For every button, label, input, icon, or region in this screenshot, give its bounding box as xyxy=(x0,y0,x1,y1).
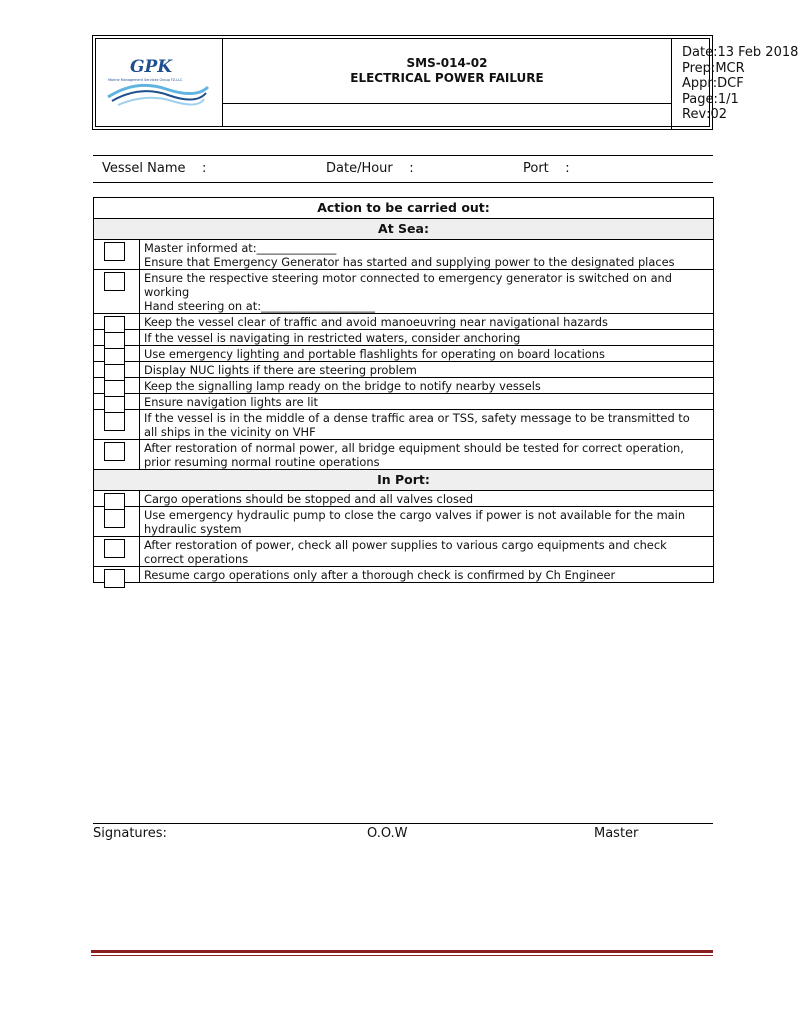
meta-prep: Prep : MCR xyxy=(682,60,745,76)
checkbox[interactable] xyxy=(104,242,125,261)
at-sea-heading: At Sea: xyxy=(94,219,714,240)
checklist-item xyxy=(94,270,714,314)
checklist-item-line: prior resuming normal routine operations xyxy=(144,455,380,469)
checkbox-cell xyxy=(94,507,140,537)
port-label: Port : xyxy=(523,161,570,176)
checklist-item-text xyxy=(140,440,714,470)
checkbox-cell xyxy=(94,567,140,583)
footer-rule-thick xyxy=(91,950,713,953)
blank-cell xyxy=(223,104,672,129)
checkbox[interactable] xyxy=(104,272,125,291)
checkbox-cell xyxy=(94,394,140,410)
checklist-item-text xyxy=(140,378,714,394)
at-sea-heading-row xyxy=(94,219,714,240)
checkbox-cell xyxy=(94,537,140,567)
checklist-item-line: Display NUC lights if there are steering problem xyxy=(144,363,417,377)
checkbox-cell xyxy=(94,362,140,378)
checklist-item xyxy=(94,378,714,394)
signature-rule xyxy=(93,823,713,824)
checkbox[interactable] xyxy=(104,412,125,431)
checklist-item-line: Master informed at:______________ xyxy=(144,241,337,255)
checklist-item-text xyxy=(140,537,714,567)
checkbox-cell xyxy=(94,240,140,270)
action-checklist xyxy=(93,197,714,583)
checklist-item-line: If the vessel is navigating in restricted waters, consider anchoring xyxy=(144,331,521,345)
checklist-item xyxy=(94,330,714,346)
checklist-item-line: Cargo operations should be stopped and all valves closed xyxy=(144,492,474,506)
checklist-item-text xyxy=(140,346,714,362)
doc-code: SMS-014-02 xyxy=(406,56,488,70)
checklist-item xyxy=(94,362,714,378)
logo-tagline: Marine Management Services Group FZ-LLC xyxy=(108,78,183,82)
checkbox[interactable] xyxy=(104,442,125,461)
checkbox[interactable] xyxy=(104,569,125,588)
company-logo xyxy=(106,55,210,115)
logo-brand: GPK xyxy=(130,57,173,77)
doc-title: ELECTRICAL POWER FAILURE xyxy=(350,71,544,85)
doc-meta xyxy=(672,39,798,126)
checklist-item-text xyxy=(140,330,714,346)
checklist-item-text xyxy=(140,567,714,583)
date-hour-label: Date/Hour : xyxy=(326,161,414,176)
oow-signature-label: O.O.W xyxy=(367,826,408,841)
checklist-item-line: Keep the vessel clear of traffic and avoid manoeuvring near navigational hazards xyxy=(144,315,608,329)
checklist-item xyxy=(94,567,714,583)
vessel-name-label: Vessel Name : xyxy=(102,161,207,176)
checkbox-cell xyxy=(94,346,140,362)
vessel-info-row xyxy=(93,155,713,183)
checklist-item xyxy=(94,394,714,410)
checklist-item-line: Use emergency hydraulic pump to close the cargo valves if power is not available for the main xyxy=(144,508,686,522)
checklist-item-line: Hand steering on at:____________________ xyxy=(144,299,375,313)
checkbox-cell xyxy=(94,314,140,330)
document-header xyxy=(92,35,798,130)
checklist-item-text xyxy=(140,491,714,507)
checklist-item-line: Resume cargo operations only after a thorough check is confirmed by Ch Engineer xyxy=(144,568,616,582)
master-signature-label: Master xyxy=(594,826,639,841)
checklist-item xyxy=(94,410,714,440)
footer-rule-thin xyxy=(91,955,713,956)
checklist-item-line: If the vessel is in the middle of a dense traffic area or TSS, safety message to be transmitted to xyxy=(144,411,690,425)
checklist-item-text xyxy=(140,362,714,378)
checkbox-cell xyxy=(94,330,140,346)
checklist-item xyxy=(94,537,714,567)
checklist-item-line: hydraulic system xyxy=(144,522,242,536)
checkbox-cell xyxy=(94,440,140,470)
checklist-item xyxy=(94,491,714,507)
meta-page: Page : 1/1 xyxy=(682,91,739,107)
checklist-item-line: After restoration of normal power, all bridge equipment should be tested for correct operation, xyxy=(144,441,684,455)
header-frame xyxy=(95,38,798,127)
logo-cell xyxy=(96,39,223,126)
checkbox-cell xyxy=(94,270,140,314)
checklist-item-text xyxy=(140,270,714,314)
checklist-item-line: working xyxy=(144,285,190,299)
checklist-item xyxy=(94,314,714,330)
checklist-item-text xyxy=(140,410,714,440)
checklist-item-line: all ships in the vicinity on VHF xyxy=(144,425,316,439)
checklist-item-text xyxy=(140,394,714,410)
in-port-heading-row xyxy=(94,470,714,491)
checkbox-cell xyxy=(94,491,140,507)
checklist-heading: Action to be carried out: xyxy=(94,198,714,219)
checkbox[interactable] xyxy=(104,509,125,528)
checklist-item xyxy=(94,346,714,362)
checklist-item-line: Use emergency lighting and portable flashlights for operating on board locations xyxy=(144,347,605,361)
checkbox[interactable] xyxy=(104,539,125,558)
checklist-item-text xyxy=(140,507,714,537)
checklist-item-line: Ensure navigation lights are lit xyxy=(144,395,319,409)
in-port-heading: In Port: xyxy=(94,470,714,491)
checklist-item-line: Ensure the respective steering motor connected to emergency generator is switched on and xyxy=(144,271,673,285)
title-cell xyxy=(223,39,672,104)
checklist-item-line: After restoration of power, check all power supplies to various cargo equipments and check xyxy=(144,538,667,552)
checklist-item-line: Ensure that Emergency Generator has started and supplying power to the designated places xyxy=(144,255,675,269)
meta-appr: Appr : DCF xyxy=(682,76,744,92)
checklist-item-text xyxy=(140,240,714,270)
meta-date: Date : 13 Feb 2018 xyxy=(682,45,798,60)
checklist-item-text xyxy=(140,314,714,330)
checklist-item xyxy=(94,507,714,537)
signatures-label: Signatures: xyxy=(93,826,167,841)
checkbox-cell xyxy=(94,378,140,394)
checklist-item xyxy=(94,240,714,270)
checkbox-cell xyxy=(94,410,140,440)
checklist-heading-row xyxy=(94,198,714,219)
checklist-item-line: Keep the signalling lamp ready on the bridge to notify nearby vessels xyxy=(144,379,541,393)
checklist-item-line: correct operations xyxy=(144,552,249,566)
checklist-item xyxy=(94,440,714,470)
meta-rev: Rev : 02 xyxy=(682,107,728,123)
